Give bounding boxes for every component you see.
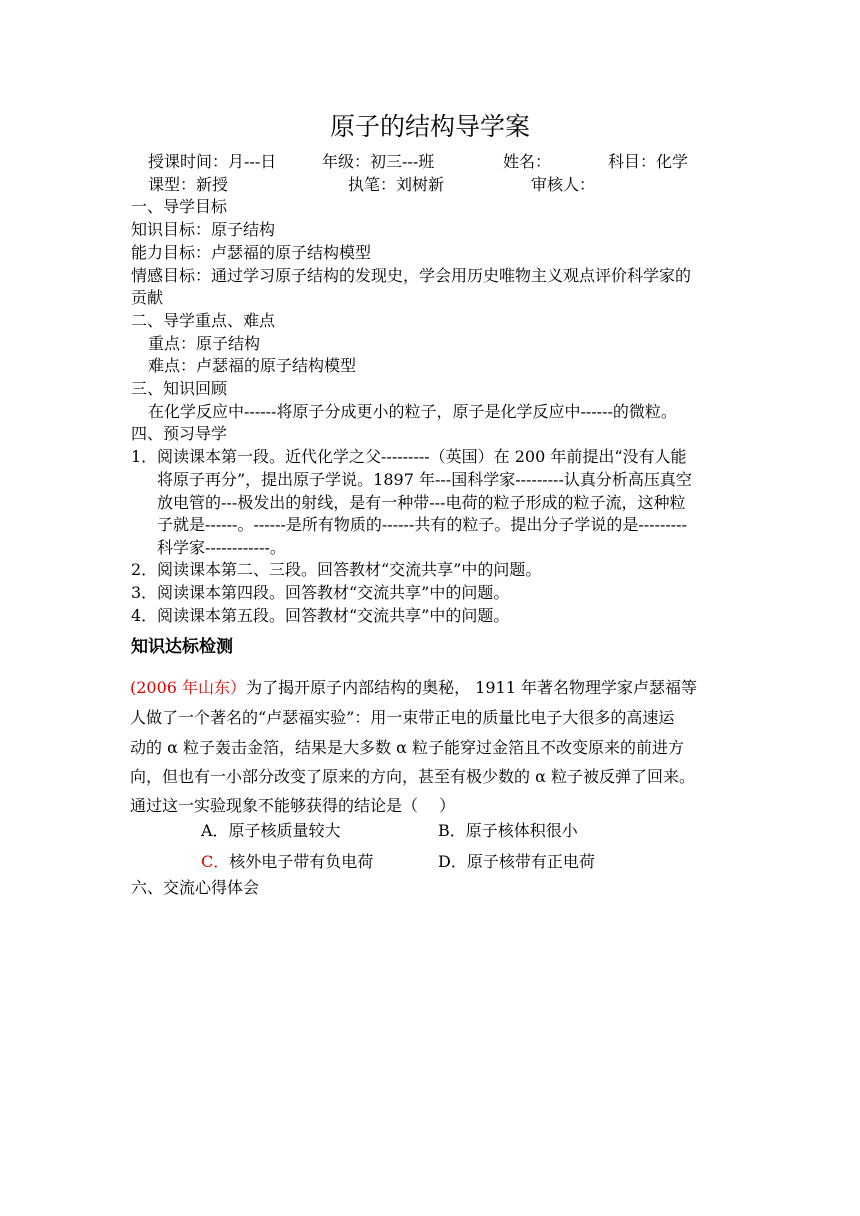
section-3-heading: 三、知识回顾	[131, 379, 228, 398]
list-item-4: 阅读课本第五段。回答教材“交流共享”中的问题。	[157, 606, 510, 625]
section-4-heading: 四、预习导学	[131, 424, 228, 443]
header-subject: 科目：化学	[608, 152, 689, 171]
header-type: 课型：新授	[148, 175, 229, 194]
ability-goal: 能力目标：卢瑟福的原子结构模型	[131, 243, 372, 262]
list-item-number: 4．	[131, 606, 158, 625]
header-reviewer: 审核人：	[531, 175, 596, 194]
header-author: 执笔：刘树新	[348, 175, 445, 194]
header-grade: 年级：初三---班	[322, 152, 435, 171]
question-text-1: 为了揭开原子内部结构的奥秘， 1911 年著名物理学家卢瑟福等	[246, 678, 697, 697]
list-item-3: 阅读课本第四段。回答教材“交流共享”中的问题。	[157, 583, 510, 602]
list-item-number: 1．	[131, 447, 158, 466]
list-item-1-line-5: 科学家------------。	[157, 538, 286, 557]
question-source: (2006 年山东）	[130, 678, 247, 697]
page-title: 原子的结构导学案	[329, 112, 530, 141]
option-b: B．原子核体积很小	[438, 821, 578, 840]
review-text: 在化学反应中------将原子分成更小的粒子，原子是化学反应中------的微粒。	[148, 402, 677, 421]
knowledge-goal: 知识目标：原子结构	[131, 220, 276, 239]
check-heading: 知识达标检测	[131, 637, 233, 657]
list-item-1-line-2: 将原子再分”，提出原子学说。1897 年---国科学家---------认真分析高压真空	[157, 470, 692, 489]
list-item-1-line-4: 子就是------。------是所有物质的------共有的粒子。提出分子学说的是---------	[157, 515, 687, 534]
question-line-5: 通过这一实验现象不能够获得的结论是（ ）	[130, 796, 456, 815]
section-6-heading: 六、交流心得体会	[131, 878, 260, 897]
emotion-goal-line-2: 贡献	[131, 288, 164, 307]
key-point: 重点：原子结构	[148, 334, 261, 353]
header-time: 授课时间：月---日	[148, 152, 277, 171]
question-line-2: 人做了一个著名的“卢瑟福实验”：用一束带正电的质量比电子大很多的高速运	[130, 708, 675, 727]
question-line-3: 动的 α 粒子轰击金箔，结果是大多数 α 粒子能穿过金箔且不改变原来的前进方	[130, 738, 684, 757]
section-1-heading: 一、导学目标	[131, 197, 228, 216]
list-item-1-line-3: 放电管的---极发出的射线，是有一种带---电荷的粒子形成的粒子流，这种粒	[157, 493, 686, 512]
question-line-1	[130, 677, 697, 699]
emotion-goal-line-1: 情感目标：通过学习原子结构的发现史，学会用历史唯物主义观点评价科学家的	[131, 266, 692, 285]
list-item-2: 阅读课本第二、三段。回答教材“交流共享”中的问题。	[157, 560, 542, 579]
option-a: A．原子核质量较大	[201, 821, 341, 840]
list-item-number: 3．	[131, 583, 158, 602]
option-c	[201, 851, 373, 873]
option-c-letter: C．	[201, 852, 230, 871]
option-c-text: 核外电子带有负电荷	[229, 852, 374, 871]
difficult-point: 难点：卢瑟福的原子结构模型	[148, 356, 357, 375]
question-line-4: 向，但也有一小部分改变了原来的方向，甚至有极少数的 α 粒子被反弹了回来。	[130, 767, 695, 786]
list-item-number: 2．	[131, 560, 158, 579]
section-2-heading: 二、导学重点、难点	[131, 311, 276, 330]
header-name: 姓名：	[503, 152, 552, 171]
list-item-1-line-1: 阅读课本第一段。近代化学之父---------（英国）在 200 年前提出“没有人能	[157, 447, 687, 466]
option-d: D．原子核带有正电荷	[438, 852, 595, 871]
